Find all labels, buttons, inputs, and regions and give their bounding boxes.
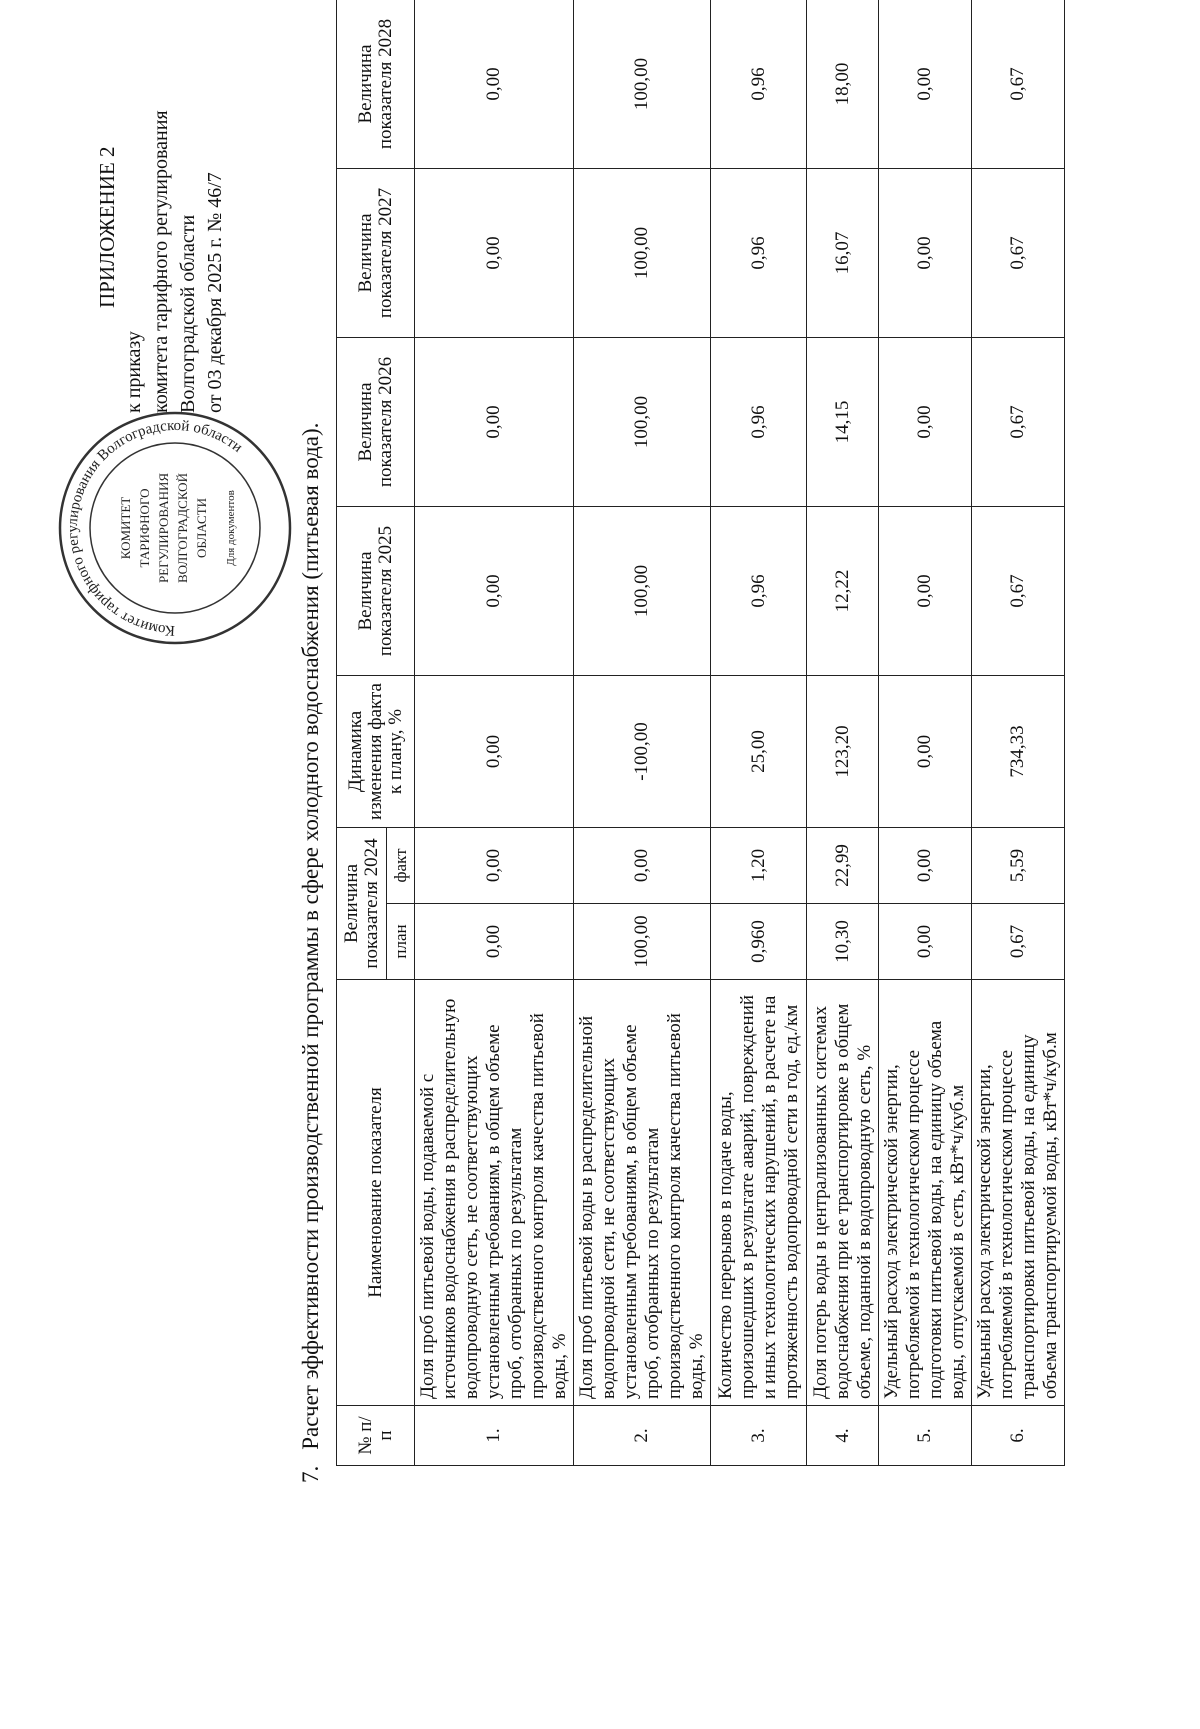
header-2025: Величина показателя 2025 bbox=[337, 507, 415, 676]
row-fact: 5,59 bbox=[972, 828, 1065, 904]
row-plan: 0,67 bbox=[972, 904, 1065, 980]
row-dynamics: -100,00 bbox=[574, 676, 711, 828]
row-name: Доля проб питьевой воды, подаваемой с источников водоснабжения в распределительную водопроводную сеть, не соответствующих установленным требованиям, в общем объеме проб, отобранных по результатам производственного контроля качества питьевой воды, % bbox=[415, 980, 574, 1406]
row-name: Удельный расход электрической энергии, потребляемой в технологическом процессе транспортировки питьевой воды, на единицу объема транспортируемой воды, кВт*ч/куб.м bbox=[972, 980, 1065, 1406]
row-fact: 22,99 bbox=[807, 828, 879, 904]
row-2027: 0,67 bbox=[972, 169, 1065, 338]
row-2027: 0,96 bbox=[711, 169, 807, 338]
row-2028: 0,67 bbox=[972, 0, 1065, 169]
appendix-title: ПРИЛОЖЕНИЕ 2 bbox=[95, 146, 119, 308]
table-row bbox=[574, 0, 711, 1466]
section-title-text: Расчет эффективности производственной программы в сфере холодного водоснабжения (питьевая вода). bbox=[298, 422, 323, 1450]
row-num: 2. bbox=[574, 1406, 711, 1466]
row-plan: 100,00 bbox=[574, 904, 711, 980]
header-line-1: к приказу bbox=[123, 331, 145, 413]
header-2027: Величина показателя 2027 bbox=[337, 169, 415, 338]
header-2028: Величина показателя 2028 bbox=[337, 0, 415, 169]
row-2025: 0,00 bbox=[879, 507, 972, 676]
row-dynamics: 25,00 bbox=[711, 676, 807, 828]
row-dynamics: 0,00 bbox=[879, 676, 972, 828]
row-fact: 0,00 bbox=[879, 828, 972, 904]
header-line-3: Волгоградской области bbox=[177, 214, 199, 413]
stamp-line-5: ОБЛАСТИ bbox=[194, 497, 209, 559]
row-num: 3. bbox=[711, 1406, 807, 1466]
row-2027: 16,07 bbox=[807, 169, 879, 338]
header-line-4: от 03 декабря 2025 г. № 46/7 bbox=[204, 172, 226, 413]
row-2027: 0,00 bbox=[879, 169, 972, 338]
header-num: № п/п bbox=[337, 1406, 415, 1466]
appendix-header bbox=[94, 110, 229, 413]
table-header-row bbox=[337, 0, 387, 1466]
row-2026: 0,00 bbox=[879, 338, 972, 507]
row-2028: 0,96 bbox=[711, 0, 807, 169]
row-2026: 0,96 bbox=[711, 338, 807, 507]
header-dynamics: Динамика изменения факта к плану, % bbox=[337, 676, 415, 828]
row-2026: 0,00 bbox=[415, 338, 574, 507]
row-num: 6. bbox=[972, 1406, 1065, 1466]
section-number: 7. bbox=[298, 1465, 323, 1483]
official-seal-stamp bbox=[56, 409, 294, 647]
row-2028: 0,00 bbox=[879, 0, 972, 169]
stamp-line-1: КОМИТЕТ bbox=[118, 496, 133, 560]
row-dynamics: 123,20 bbox=[807, 676, 879, 828]
row-num: 1. bbox=[415, 1406, 574, 1466]
row-2026: 0,67 bbox=[972, 338, 1065, 507]
row-2028: 18,00 bbox=[807, 0, 879, 169]
table-row bbox=[807, 0, 879, 1466]
row-fact: 0,00 bbox=[415, 828, 574, 904]
row-2027: 100,00 bbox=[574, 169, 711, 338]
row-name: Количество перерывов в подаче воды, произошедших в результате аварий, повреждений и иных технологических нарушений, в расчете на протяженность водопроводной сети в год, ед./км bbox=[711, 980, 807, 1406]
row-2025: 0,96 bbox=[711, 507, 807, 676]
section-title bbox=[298, 423, 324, 1483]
row-plan: 0,00 bbox=[415, 904, 574, 980]
efficiency-table bbox=[336, 0, 1065, 1466]
row-2027: 0,00 bbox=[415, 169, 574, 338]
table-row bbox=[415, 0, 574, 1466]
row-2025: 0,00 bbox=[415, 507, 574, 676]
row-name: Доля проб питьевой воды в распределительной водопроводной сети, не соответствующих установленным требованиям, в общем объеме проб, отобранных по результатам производственного контроля качества питьевой воды, % bbox=[574, 980, 711, 1406]
row-2025: 12,22 bbox=[807, 507, 879, 676]
header-name: Наименование показателя bbox=[337, 980, 415, 1406]
row-name: Доля потерь воды в централизованных системах водоснабжения при ее транспортировке в общем объеме, поданной в водопроводную сеть, % bbox=[807, 980, 879, 1406]
row-dynamics: 734,33 bbox=[972, 676, 1065, 828]
header-value-2024: Величина показателя 2024 bbox=[337, 828, 387, 980]
stamp-bottom-text: Для документов bbox=[225, 490, 237, 566]
row-plan: 0,00 bbox=[879, 904, 972, 980]
row-plan: 0,960 bbox=[711, 904, 807, 980]
row-2028: 0,00 bbox=[415, 0, 574, 169]
header-line-2: комитета тарифного регулирования bbox=[150, 110, 172, 413]
stamp-line-2: ТАРИФНОГО bbox=[137, 488, 152, 568]
stamp-line-3: РЕГУЛИРОВАНИЯ bbox=[156, 472, 171, 584]
row-2026: 100,00 bbox=[574, 338, 711, 507]
row-2028: 100,00 bbox=[574, 0, 711, 169]
row-fact: 0,00 bbox=[574, 828, 711, 904]
stamp-ring-text: Комитет тарифного регулирования Волгоградской области bbox=[64, 417, 246, 639]
table-row bbox=[711, 0, 807, 1466]
header-fact: факт bbox=[387, 828, 415, 904]
row-name: Удельный расход электрической энергии, потребляемой в технологическом процессе подготовки питьевой воды, на единицу объема воды, отпускаемой в сеть, кВт*ч/куб.м bbox=[879, 980, 972, 1406]
header-2026: Величина показателя 2026 bbox=[337, 338, 415, 507]
row-num: 5. bbox=[879, 1406, 972, 1466]
row-2025: 0,67 bbox=[972, 507, 1065, 676]
row-2026: 14,15 bbox=[807, 338, 879, 507]
row-fact: 1,20 bbox=[711, 828, 807, 904]
table-row bbox=[879, 0, 972, 1466]
table-row bbox=[972, 0, 1065, 1466]
row-plan: 10,30 bbox=[807, 904, 879, 980]
row-2025: 100,00 bbox=[574, 507, 711, 676]
header-plan: план bbox=[387, 904, 415, 980]
row-dynamics: 0,00 bbox=[415, 676, 574, 828]
stamp-line-4: ВОЛГОГРАДСКОЙ bbox=[175, 473, 190, 583]
row-num: 4. bbox=[807, 1406, 879, 1466]
